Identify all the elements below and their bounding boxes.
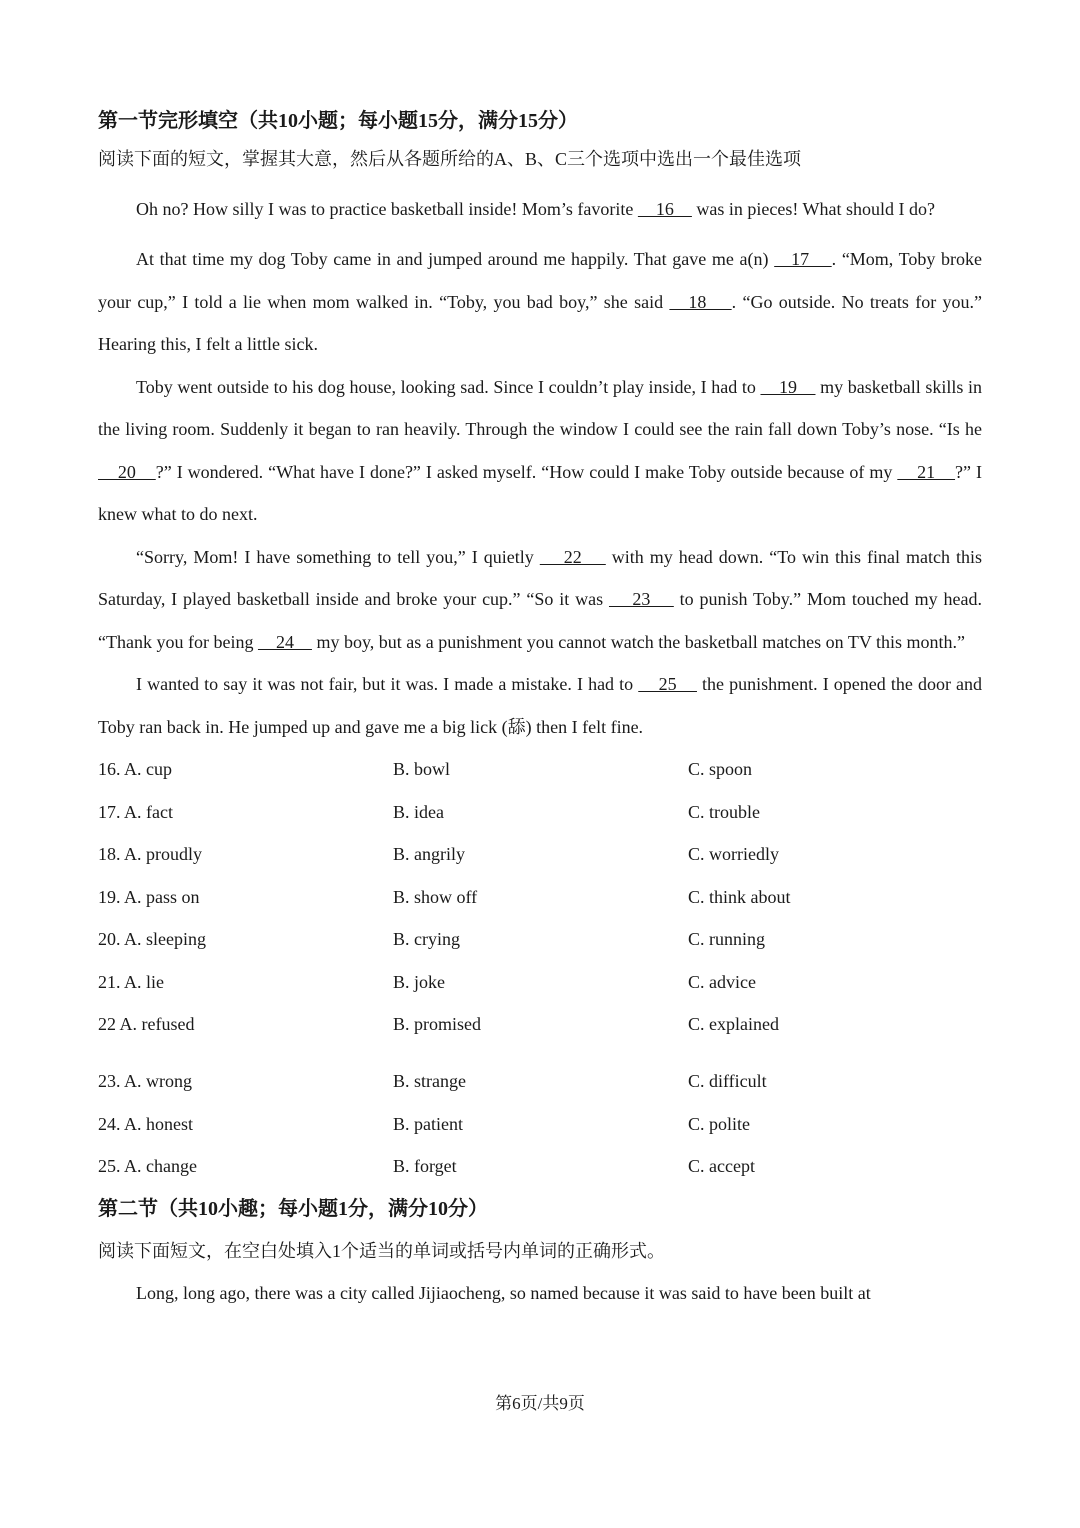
option-b: B. joke	[393, 971, 445, 992]
option-a: 22 A. refused	[98, 1014, 195, 1034]
option-row	[98, 918, 982, 961]
passage-paragraph-4: “Sorry, Mom! I have something to tell you,” I quietly 22 with my head down. “To win this final match this Saturday, I played basketball inside and broke your cup.” “So it was 23 to punish Toby.” Mom touched my head. “Thank you for being 24 my boy, but as a punishment you cannot watch the basketball matches on TV this month.”	[98, 546, 983, 652]
blank-22: 22	[539, 546, 606, 567]
option-a: 16. A. cup	[98, 759, 172, 779]
option-b: B. show off	[393, 886, 478, 907]
option-b: B. promised	[393, 1014, 481, 1034]
option-a: 24. A. honest	[98, 1113, 194, 1134]
option-c: C. running	[688, 929, 766, 949]
option-b: B. angrily	[393, 844, 465, 864]
exam-page	[98, 104, 982, 1314]
option-a: 17. A. fact	[98, 801, 173, 822]
blank-19: 19	[760, 376, 816, 397]
passage-paragraph-5: I wanted to say it was not fair, but it was. I made a mistake. I had to 25 the punishment. I opened the door and Toby ran back in. He jumped up and gave me a big lick (舔) then I felt fine.	[98, 674, 983, 737]
section2-first-line: Long, long ago, there was a city called Jijiaocheng, so named because it was said to have been built at	[136, 1282, 871, 1303]
option-a: 19. A. pass on	[98, 886, 200, 907]
blank-20: 20	[98, 461, 156, 482]
option-row	[98, 833, 982, 876]
option-a: 21. A. lie	[98, 971, 164, 992]
blank-25: 25	[638, 674, 697, 694]
option-a: 25. A. change	[98, 1156, 197, 1176]
option-c: C. think about	[688, 886, 791, 907]
option-c: C. spoon	[688, 759, 753, 779]
passage-paragraph-2: At that time my dog Toby came in and jumped around me happily. That gave me a(n) 17 . “Mom, Toby broke your cup,” I told a lie when mom walked in. “Toby, you bad boy,” she said 18 . “Go outside. No treats for you.” Hearing this, I felt a little sick.	[98, 249, 982, 354]
page-number: 第6页/共9页	[495, 1394, 585, 1413]
option-row	[98, 876, 982, 919]
option-row	[98, 961, 982, 1004]
option-a: 20. A. sleeping	[98, 929, 206, 949]
option-c: C. trouble	[688, 801, 760, 822]
option-row	[98, 748, 982, 791]
blank-24: 24	[257, 631, 312, 652]
option-a: 23. A. wrong	[98, 1071, 192, 1091]
option-row	[98, 791, 982, 834]
option-row	[98, 1145, 982, 1188]
option-b: B. bowl	[393, 759, 451, 779]
option-b: B. crying	[393, 929, 460, 949]
option-row	[98, 1103, 982, 1146]
option-c: C. advice	[688, 971, 756, 992]
option-b: B. forget	[393, 1156, 457, 1176]
blank-17: 17	[774, 249, 832, 269]
section2-heading: 第二节（共10小趣；每小题1分，满分10分）	[98, 1197, 488, 1220]
passage-paragraph-3: Toby went outside to his dog house, looking sad. Since I couldn’t play inside, I had to 19 my basketball skills in the living room. Suddenly it began to ran heavily. Through the window I could see the rain fall down Toby’s nose. “Is he 20 ?” I wondered. “What have I done?” I asked myself. “How could I make Toby outside because of my 21 ?” I knew what to do next.	[98, 376, 982, 524]
option-c: C. difficult	[688, 1071, 767, 1091]
option-c: C. explained	[688, 1014, 779, 1034]
blank-16: 16	[637, 199, 692, 219]
option-row	[98, 1003, 982, 1060]
blank-18: 18	[669, 291, 732, 312]
section2-instruction: 阅读下面短文，在空白处填入1个适当的单词或括号内单词的正确形式。	[98, 1240, 665, 1261]
option-b: B. patient	[393, 1113, 463, 1134]
blank-23: 23	[608, 589, 674, 609]
passage-paragraph-1: Oh no? How silly I was to practice basketball inside! Mom’s favorite 16 was in pieces! What should I do?	[136, 199, 935, 219]
option-b: B. strange	[393, 1071, 466, 1091]
option-b: B. idea	[393, 801, 444, 822]
section1-heading: 第一节完形填空（共10小题；每小题15分，满分15分）	[98, 110, 578, 132]
options-list	[98, 748, 982, 1188]
option-c: C. accept	[688, 1156, 755, 1176]
option-c: C. polite	[688, 1113, 750, 1134]
option-c: C. worriedly	[688, 844, 779, 864]
option-row	[98, 1060, 982, 1103]
blank-21: 21	[897, 461, 956, 482]
option-a: 18. A. proudly	[98, 844, 203, 864]
section1-instruction: 阅读下面的短文，掌握其大意，然后从各题所给的A、B、C三个选项中选出一个最佳选项	[98, 149, 802, 169]
